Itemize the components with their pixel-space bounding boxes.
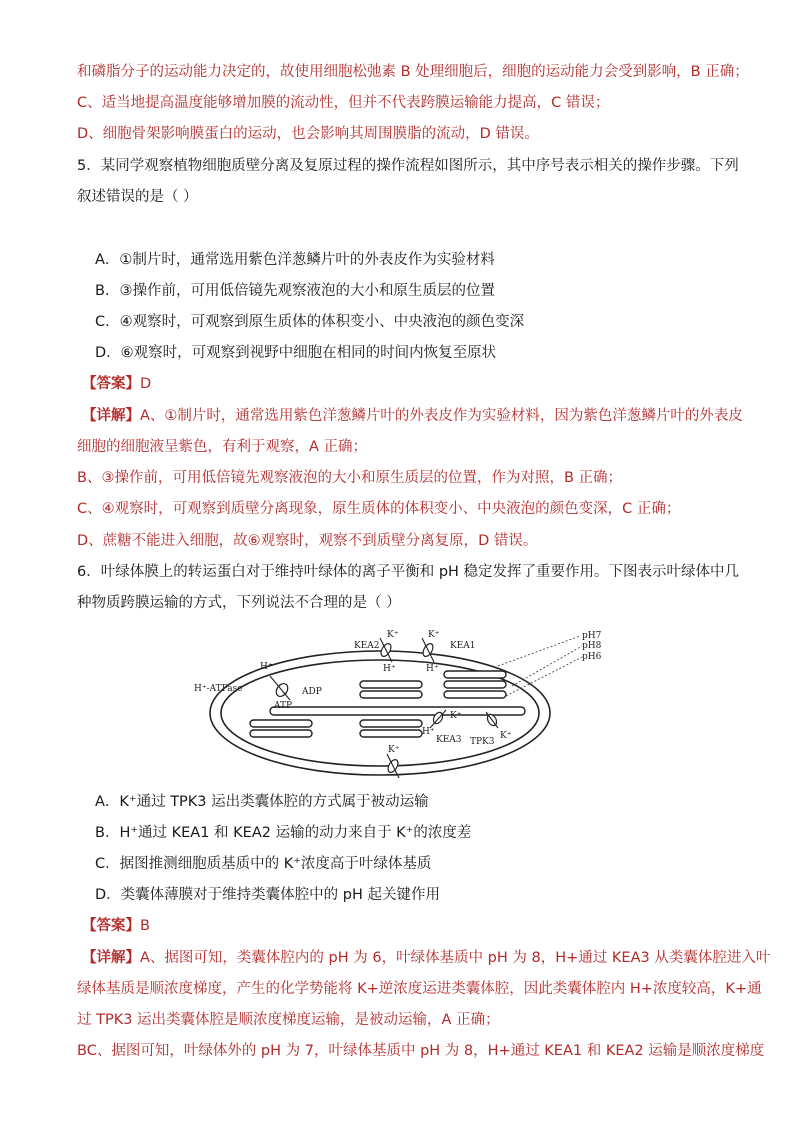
- detail-tag: 【详解】: [82, 950, 140, 966]
- detail-line: C、④观察时，可观察到质壁分离现象，原生质体的体积变小、中央液泡的颜色变深，C 正确；: [77, 501, 681, 517]
- h-ion-label: H⁺: [260, 662, 273, 672]
- ph7-label: pH7: [582, 631, 602, 641]
- h-ion-label: H⁺: [383, 664, 396, 674]
- question-6-stem: 6．叶绿体膜上的转运蛋白对于维持叶绿体的离子平衡和 pH 稳定发挥了重要作用。下图表示叶绿体中几: [77, 564, 740, 580]
- tpk3-label: TPK3: [470, 737, 495, 747]
- h-ion-label: H⁺: [422, 727, 435, 737]
- option-b: B．H⁺通过 KEA1 和 KEA2 运输的动力来自于 K⁺的浓度差: [95, 825, 472, 841]
- answer-line: [82, 374, 151, 394]
- option-c: C．④观察时，可观察到原生质体的体积变小、中央液泡的颜色变深: [95, 314, 525, 330]
- grana-stack-left: [250, 720, 312, 737]
- detail-line: [82, 948, 770, 968]
- k-ion-label: K⁺: [428, 630, 440, 640]
- chloroplast-diagram: [190, 628, 610, 778]
- option-c: C．据图推测细胞质基质中的 K⁺浓度高于叶绿体基质: [95, 856, 432, 872]
- k-ion-label: K⁺: [387, 630, 399, 640]
- answer-value: D: [140, 376, 152, 392]
- question-6-stem: 种物质跨膜运输的方式，下列说法不合理的是（ ）: [77, 595, 401, 611]
- text-line: C、适当地提高温度能够增加膜的流动性，但并不代表跨膜运输能力提高，C 错误；: [77, 95, 610, 111]
- detail-line: B、③操作前，可用低倍镜先观察液泡的大小和原生质层的位置，作为对照，B 正确；: [77, 470, 622, 486]
- kea3-label: KEA3: [436, 735, 462, 745]
- detail-line: 过 TPK3 运出类囊体腔是顺浓度梯度运输，是被动运输，A 正确；: [77, 1012, 500, 1028]
- option-b: B．③操作前，可用低倍镜先观察液泡的大小和原生质层的位置: [95, 283, 495, 299]
- detail-line: BC、据图可知，叶绿体外的 pH 为 7，叶绿体基质中 pH 为 8，H+通过 KEA1 和 KEA2 运输是顺浓度梯度: [77, 1043, 765, 1059]
- option-d: D．⑥观察时，可观察到视野中细胞在相同的时间内恢复至原状: [95, 345, 497, 361]
- answer-value: B: [140, 918, 150, 934]
- grana-stack-middle-top: [360, 681, 422, 698]
- ph8-label: pH8: [582, 641, 602, 651]
- kea1-label: KEA1: [450, 641, 476, 651]
- h-ion-label: H⁺: [426, 664, 439, 674]
- answer-tag: 【答案】: [82, 376, 140, 392]
- grana-stack-middle-bottom: [360, 720, 422, 737]
- question-5-stem: 5．某同学观察植物细胞质壁分离及复原过程的操作流程如图所示，其中序号表示相关的操作步骤。下列: [77, 158, 739, 174]
- atp-label: ATP: [274, 701, 293, 711]
- answer-line: [82, 916, 150, 936]
- grana-stack-right: [444, 671, 506, 698]
- detail-line: [82, 406, 743, 426]
- detail-tag: 【详解】: [82, 408, 140, 424]
- text-line: 和磷脂分子的运动能力决定的，故使用细胞松弛素 B 处理细胞后，细胞的运动能力会受到影响，B 正确；: [77, 64, 749, 80]
- question-5-stem: 叙述错误的是（ ）: [77, 189, 198, 205]
- detail-line: D、蔗糖不能进入细胞，故⑥观察时，观察不到质壁分离复原，D 错误。: [77, 533, 538, 549]
- detail-text: A、据图可知，类囊体腔内的 pH 为 6，叶绿体基质中 pH 为 8，H+通过 KEA3 从类囊体腔进入叶: [140, 950, 771, 966]
- k-ion-label: K⁺: [500, 731, 512, 741]
- h-atpase-label: H⁺-ATPase: [194, 684, 243, 694]
- answer-tag: 【答案】: [82, 918, 140, 934]
- detail-line: 绿体基质是顺浓度梯度，产生的化学势能将 K+逆浓度运进类囊体腔，因此类囊体腔内 H+浓度较高，K+通: [77, 981, 762, 997]
- k-ion-label: K⁺: [388, 745, 400, 755]
- ph6-label: pH6: [582, 652, 602, 662]
- kea2-label: KEA2: [354, 641, 380, 651]
- k-ion-label: K⁺: [450, 711, 462, 721]
- option-a: A．①制片时，通常选用紫色洋葱鳞片叶的外表皮作为实验材料: [95, 252, 495, 268]
- text-line: D、细胞骨架影响膜蛋白的运动，也会影响其周围膜脂的流动，D 错误。: [77, 126, 539, 142]
- detail-line: 细胞的细胞液呈紫色，有利于观察，A 正确；: [77, 439, 368, 455]
- option-a: A．K⁺通过 TPK3 运出类囊体腔的方式属于被动运输: [95, 794, 429, 810]
- detail-text: A、①制片时，通常选用紫色洋葱鳞片叶的外表皮作为实验材料，因为紫色洋葱鳞片叶的外表皮: [140, 408, 743, 424]
- adp-label: ADP: [302, 687, 322, 697]
- option-d: D．类囊体薄膜对于维持类囊体腔中的 pH 起关键作用: [95, 887, 440, 903]
